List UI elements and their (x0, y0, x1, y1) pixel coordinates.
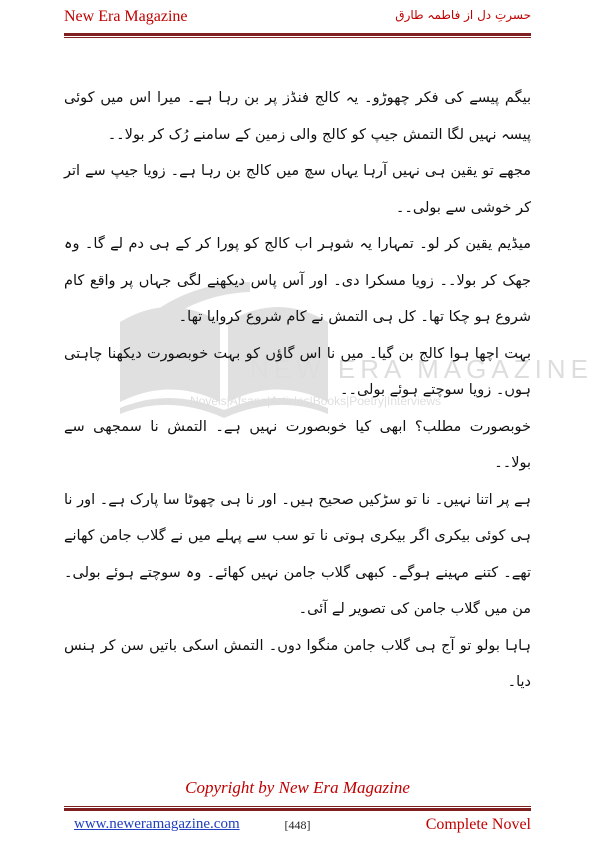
paragraph: میڈیم یقین کر لو۔ تمہارا یہ شوہر اب کالج کو پورا کر کے ہی دم لے گا۔ وہ جھک کر بولا۔۔ زویا مسکرا دی۔ اور آس پاس دیکھنے لگی جہاں پر واقع کام شروع ہو چکا تھا۔ کل ہی التمش نے کام شروع کروایا تھا۔ (64, 236, 531, 325)
copyright-notice: Copyright by New Era Magazine (185, 778, 410, 797)
footer-divider (64, 806, 531, 811)
paragraph: مجھے تو یقین ہی نہیں آرہا یہاں سچ میں کالج بن رہا ہے۔ زویا جیپ سے اتر کر خوشی سے بولی۔۔ (64, 163, 531, 216)
watermark-title: NEW ERA MAGAZINE (250, 354, 593, 384)
website-link[interactable]: www.neweramagazine.com (74, 816, 240, 832)
watermark-subtitle: Novels|Afsana|Articles|Books|Poetry|Interviews (190, 394, 442, 408)
novel-title: حسرتِ دل از فاطمہ طارق (395, 8, 531, 22)
paragraph: خوبصورت مطلب؟ ابھی کیا خوبصورت نہیں ہے۔ التمش نا سمجھی سے بولا۔۔ (64, 418, 531, 471)
novel-type-label: Complete Novel (425, 816, 531, 833)
page-footer (64, 813, 531, 837)
header-divider (64, 33, 531, 38)
paragraph: بیگم پیسے کی فکر چھوڑو۔ یہ کالج فنڈز پر بن رہا ہے۔ میرا اس میں کوئی پیسہ نہیں لگا التمش جیپ کو کالج والی زمین کے سامنے رُک کر بولا۔۔ (64, 90, 531, 143)
page-header (64, 0, 531, 30)
page-number: [448] (284, 818, 311, 832)
paragraph: بہت اچھا ہوا کالج بن گیا۔ میں نا اس گاؤں کو بہت خوبصورت دیکھنا چاہتی ہوں۔ زویا سوچتے ہوئے بولی۔۔ (64, 345, 531, 398)
magazine-name: New Era Magazine (64, 8, 188, 25)
paragraph: ہاہا بولو تو آج ہی گلاب جامن منگوا دوں۔ التمش اسکی باتیں سن کر ہنس دیا۔ (64, 637, 531, 690)
paragraph: ہے پر اتنا نہیں۔ نا تو سڑکیں صحیح ہیں۔ اور نا ہی چھوٹا سا پارک ہے۔ اور نا ہی کوئی بیکری اگر بیکری ہوتی نا تو سب سے پہلے میں نے گلاب جامن کھانے تھے۔ کتنے مہینے ہوگے۔ کبھی گلاب جامن نہیں کھائے۔ وہ سوچتے ہوئے بولی۔ من میں گلاب جامن کی تصویر لے آئی۔ (64, 491, 531, 617)
novel-body (64, 80, 531, 701)
